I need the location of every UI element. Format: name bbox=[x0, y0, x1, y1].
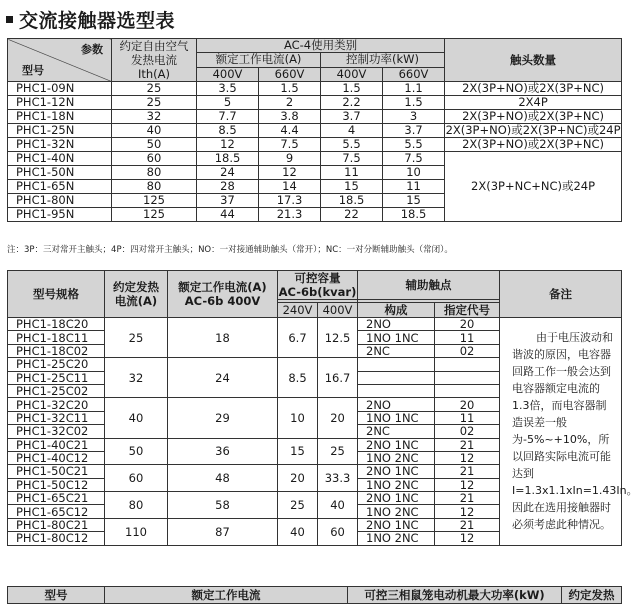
table-row bbox=[8, 138, 622, 152]
contact-config-cell: 2NO bbox=[358, 318, 435, 331]
ith-cell: 32 bbox=[105, 358, 168, 398]
rated-660v-cell: 4.4 bbox=[259, 124, 321, 138]
contact-code-cell: 21 bbox=[435, 518, 500, 531]
power-400v-cell: 18.5 bbox=[321, 194, 383, 208]
page-title-text: 交流接触器选型表 bbox=[19, 10, 176, 32]
contact-config-cell: 2NO 1NC bbox=[358, 438, 435, 451]
ith-cell: 80 bbox=[112, 180, 197, 194]
table-row bbox=[8, 124, 622, 138]
rated-current-cell: 24 bbox=[168, 358, 278, 398]
param-label: 参数 bbox=[81, 43, 103, 56]
model-cell: PHC1-32N bbox=[8, 138, 112, 152]
t2-ith-header: 约定发热电流(A) bbox=[105, 271, 168, 318]
contact-config-cell bbox=[358, 358, 435, 371]
t2-body bbox=[8, 317, 638, 546]
ith-cell: 80 bbox=[112, 166, 197, 180]
model-cell: PHC1-80C12 bbox=[8, 532, 105, 545]
table-row bbox=[8, 152, 622, 166]
model-cell: PHC1-25C20 bbox=[8, 358, 105, 371]
contact-config-cell bbox=[358, 371, 435, 384]
contact-config-cell: 2NC bbox=[358, 344, 435, 357]
contacts-cell: 2X(3P+NO)或2X(3P+NC) bbox=[445, 110, 622, 124]
power-400v-cell: 5.5 bbox=[321, 138, 383, 152]
t2-rated-line1: 额定工作电流(A) bbox=[178, 280, 267, 294]
rated-400v-cell: 44 bbox=[197, 208, 259, 222]
power-660v-cell: 1.1 bbox=[383, 82, 445, 96]
power-400v-cell: 4 bbox=[321, 124, 383, 138]
power-400v-cell: 15 bbox=[321, 180, 383, 194]
contact-code-cell bbox=[435, 384, 500, 397]
contact-config-cell: 2NO 1NC bbox=[358, 492, 435, 505]
kvar-400v-cell: 20 bbox=[318, 398, 358, 438]
contact-config-cell: 2NC bbox=[358, 425, 435, 438]
rated-400v-cell: 24 bbox=[197, 166, 259, 180]
ith-cell: 32 bbox=[112, 110, 197, 124]
t2-rated-line2: AC-6b 400V bbox=[184, 294, 261, 308]
contact-config-cell: 1NO 2NC bbox=[358, 505, 435, 518]
t3-ith-header: 约定发热 bbox=[562, 587, 622, 604]
power-400v-header: 400V bbox=[321, 67, 383, 81]
rated-660v-cell: 1.5 bbox=[259, 82, 321, 96]
model-cell: PHC1-80N bbox=[8, 194, 112, 208]
contact-config-cell: 1NO 2NC bbox=[358, 532, 435, 545]
model-cell: PHC1-40C12 bbox=[8, 451, 105, 464]
t2-cap-line1: 可控容量 bbox=[294, 271, 341, 285]
rated-660v-cell: 7.5 bbox=[259, 138, 321, 152]
contact-code-cell: 12 bbox=[435, 532, 500, 545]
kvar-400v-cell: 33.3 bbox=[318, 465, 358, 492]
contact-code-cell: 11 bbox=[435, 331, 500, 344]
contact-code-cell: 02 bbox=[435, 344, 500, 357]
contact-config-cell: 1NO 2NC bbox=[358, 451, 435, 464]
model-cell: PHC1-25N bbox=[8, 124, 112, 138]
model-cell: PHC1-18C20 bbox=[8, 318, 105, 331]
model-cell: PHC1-12N bbox=[8, 96, 112, 110]
rated-660v-header: 660V bbox=[259, 67, 321, 81]
model-cell: PHC1-32C20 bbox=[8, 398, 105, 411]
power-660v-cell: 10 bbox=[383, 166, 445, 180]
t2-config-header: 构成 bbox=[358, 303, 435, 318]
power-660v-cell: 3 bbox=[383, 110, 445, 124]
rated-660v-cell: 17.3 bbox=[259, 194, 321, 208]
contact-code-cell: 20 bbox=[435, 318, 500, 331]
model-cell: PHC1-18N bbox=[8, 110, 112, 124]
power-400v-cell: 2.2 bbox=[321, 96, 383, 110]
rated-660v-cell: 3.8 bbox=[259, 110, 321, 124]
power-660v-cell: 7.5 bbox=[383, 152, 445, 166]
ith-cell: 125 bbox=[112, 194, 197, 208]
model-cell: PHC1-50N bbox=[8, 166, 112, 180]
contacts-cell: 2X4P bbox=[445, 96, 622, 110]
rated-660v-cell: 9 bbox=[259, 152, 321, 166]
ith-cell: 60 bbox=[112, 152, 197, 166]
power-400v-cell: 7.5 bbox=[321, 152, 383, 166]
table-row bbox=[8, 96, 622, 110]
contacts-merged-cell: 2X(3P+NC+NC)或24P bbox=[445, 152, 622, 222]
power-660v-cell: 18.5 bbox=[383, 208, 445, 222]
t2-code-header: 指定代号 bbox=[435, 303, 500, 318]
contact-config-cell bbox=[358, 384, 435, 397]
title-bullet bbox=[6, 16, 13, 23]
ith-cell: 80 bbox=[105, 492, 168, 519]
power-660v-cell: 1.5 bbox=[383, 96, 445, 110]
contact-code-cell: 02 bbox=[435, 425, 500, 438]
contact-code-cell: 21 bbox=[435, 465, 500, 478]
rated-660v-cell: 14 bbox=[259, 180, 321, 194]
t3-model-header: 型号 bbox=[8, 587, 105, 604]
t1-header bbox=[8, 39, 622, 82]
rated-current-cell: 29 bbox=[168, 398, 278, 438]
model-cell: PHC1-65C21 bbox=[8, 492, 105, 505]
contacts-cell: 2X(3P+NO)或2X(3P+NC) bbox=[445, 82, 622, 96]
power-400v-cell: 11 bbox=[321, 166, 383, 180]
t2-model-header: 型号规格 bbox=[8, 271, 105, 318]
ith-cell: 25 bbox=[112, 82, 197, 96]
motor-table-header bbox=[7, 586, 622, 604]
model-cell: PHC1-25C11 bbox=[8, 371, 105, 384]
model-cell: PHC1-40C21 bbox=[8, 438, 105, 451]
rated-current-cell: 58 bbox=[168, 492, 278, 519]
capacitor-contactor-table bbox=[7, 270, 638, 546]
kvar-240v-cell: 10 bbox=[278, 398, 318, 438]
power-660v-header: 660V bbox=[383, 67, 445, 81]
kvar-400v-cell: 25 bbox=[318, 438, 358, 465]
ith-cell: 40 bbox=[105, 398, 168, 438]
rated-current-cell: 87 bbox=[168, 518, 278, 545]
rated-400v-cell: 5 bbox=[197, 96, 259, 110]
kvar-240v-cell: 25 bbox=[278, 492, 318, 519]
ac4-header: AC-4使用类别 bbox=[197, 39, 445, 53]
kvar-400v-cell: 12.5 bbox=[318, 318, 358, 358]
page-title bbox=[2, 6, 175, 33]
model-cell: PHC1-18C11 bbox=[8, 331, 105, 344]
t2-header bbox=[8, 271, 622, 318]
contact-config-cell: 2NO 1NC bbox=[358, 518, 435, 531]
model-cell: PHC1-32C02 bbox=[8, 425, 105, 438]
power-400v-cell: 22 bbox=[321, 208, 383, 222]
rated-current-header: 额定工作电流(A) bbox=[197, 53, 321, 67]
table-row bbox=[8, 110, 622, 124]
model-cell: PHC1-32C11 bbox=[8, 411, 105, 424]
model-cell: PHC1-50C12 bbox=[8, 478, 105, 491]
contact-config-cell: 1NO 2NC bbox=[358, 478, 435, 491]
contact-config-cell: 1NO 1NC bbox=[358, 331, 435, 344]
contacts-cell: 2X(3P+NO)或2X(3P+NC) bbox=[445, 138, 622, 152]
t1-body bbox=[8, 82, 622, 222]
power-660v-cell: 3.7 bbox=[383, 124, 445, 138]
contact-code-cell: 21 bbox=[435, 438, 500, 451]
rated-400v-header: 400V bbox=[197, 67, 259, 81]
rated-660v-cell: 2 bbox=[259, 96, 321, 110]
ith-cell: 25 bbox=[112, 96, 197, 110]
rated-660v-cell: 21.3 bbox=[259, 208, 321, 222]
kvar-400v-cell: 16.7 bbox=[318, 358, 358, 398]
t2-remark-header: 备注 bbox=[500, 271, 622, 318]
rated-400v-cell: 12 bbox=[197, 138, 259, 152]
model-cell: PHC1-65C12 bbox=[8, 505, 105, 518]
contact-config-cell: 2NO 1NC bbox=[358, 465, 435, 478]
kvar-240v-cell: 8.5 bbox=[278, 358, 318, 398]
t2-400v-header: 400V bbox=[318, 303, 358, 318]
contacts-header: 触头数量 bbox=[445, 39, 622, 82]
model-label: 型号 bbox=[22, 64, 44, 77]
t2-aux-header: 辅助触点 bbox=[358, 271, 500, 300]
power-400v-cell: 3.7 bbox=[321, 110, 383, 124]
rated-400v-cell: 3.5 bbox=[197, 82, 259, 96]
ith-cell: 60 bbox=[105, 465, 168, 492]
rated-400v-cell: 37 bbox=[197, 194, 259, 208]
contact-code-cell bbox=[435, 358, 500, 371]
contacts-cell: 2X(3P+NO)或2X(3P+NC)或24P bbox=[445, 123, 621, 137]
power-660v-cell: 5.5 bbox=[383, 138, 445, 152]
model-cell: PHC1-09N bbox=[8, 82, 112, 96]
rated-400v-cell: 8.5 bbox=[197, 124, 259, 138]
control-power-header: 控制功率(kW) bbox=[321, 53, 445, 67]
contact-code-cell: 12 bbox=[435, 505, 500, 518]
table-row bbox=[8, 82, 622, 96]
contact-code-cell: 11 bbox=[435, 411, 500, 424]
t3-motor-header: 可控三相鼠笼电动机最大功率(kW) bbox=[348, 587, 562, 604]
footnote: 注：3P：三对常开主触头；4P：四对常开主触头；NO：一对接通辅助触头（常开）；NC：一对分断辅助触头（常闭）。 bbox=[7, 245, 453, 255]
contact-code-cell: 20 bbox=[435, 398, 500, 411]
power-660v-cell: 11 bbox=[383, 180, 445, 194]
model-cell: PHC1-65N bbox=[8, 180, 112, 194]
ith-cell: 110 bbox=[105, 518, 168, 545]
contactor-selection-table bbox=[7, 38, 622, 222]
rated-current-cell: 18 bbox=[168, 318, 278, 358]
contact-code-cell: 12 bbox=[435, 451, 500, 464]
rated-current-cell: 48 bbox=[168, 465, 278, 492]
t2-cap-header bbox=[278, 271, 358, 300]
rated-660v-cell: 12 bbox=[259, 166, 321, 180]
contact-config-cell: 1NO 1NC bbox=[358, 411, 435, 424]
power-660v-cell: 15 bbox=[383, 194, 445, 208]
kvar-400v-cell: 60 bbox=[318, 518, 358, 545]
rated-current-cell: 36 bbox=[168, 438, 278, 465]
model-cell: PHC1-95N bbox=[8, 208, 112, 222]
t1-corner-header bbox=[8, 39, 112, 82]
contact-code-cell: 21 bbox=[435, 492, 500, 505]
ith-cell: 50 bbox=[105, 438, 168, 465]
contact-code-cell: 12 bbox=[435, 478, 500, 491]
model-cell: PHC1-25C02 bbox=[8, 384, 105, 397]
model-cell: PHC1-18C02 bbox=[8, 344, 105, 357]
remark-cell: 由于电压波动和谐波的原因，电容器回路工作一般会达到电容器额定电流的1.3倍，而电容器制造误差一般为-5%~+10%，所以回路实际电流可能达到I=1.3x1.1xIn=1.43In。因此在选用接触器时必须考虑此种情况。 bbox=[500, 318, 622, 546]
kvar-240v-cell: 6.7 bbox=[278, 318, 318, 358]
power-400v-cell: 1.5 bbox=[321, 82, 383, 96]
rated-400v-cell: 18.5 bbox=[197, 152, 259, 166]
table-row bbox=[8, 318, 622, 331]
ith-header: 约定自由空气发热电流Ith(A) bbox=[112, 39, 197, 82]
kvar-400v-cell: 40 bbox=[318, 492, 358, 519]
rated-400v-cell: 7.7 bbox=[197, 110, 259, 124]
ith-cell: 50 bbox=[112, 138, 197, 152]
ith-cell: 40 bbox=[112, 124, 197, 138]
ith-cell: 25 bbox=[105, 318, 168, 358]
kvar-240v-cell: 15 bbox=[278, 438, 318, 465]
contact-config-cell: 2NO bbox=[358, 398, 435, 411]
t2-cap-line2: AC-6b(kvar) bbox=[278, 285, 357, 299]
kvar-240v-cell: 20 bbox=[278, 465, 318, 492]
rated-400v-cell: 28 bbox=[197, 180, 259, 194]
model-cell: PHC1-50C21 bbox=[8, 465, 105, 478]
t2-240v-header: 240V bbox=[278, 303, 318, 318]
kvar-240v-cell: 40 bbox=[278, 518, 318, 545]
t3-rated-header: 额定工作电流 bbox=[105, 587, 348, 604]
ith-cell: 125 bbox=[112, 208, 197, 222]
model-cell: PHC1-40N bbox=[8, 152, 112, 166]
contact-code-cell bbox=[435, 371, 500, 384]
t2-rated-header bbox=[168, 271, 278, 318]
model-cell: PHC1-80C21 bbox=[8, 518, 105, 531]
